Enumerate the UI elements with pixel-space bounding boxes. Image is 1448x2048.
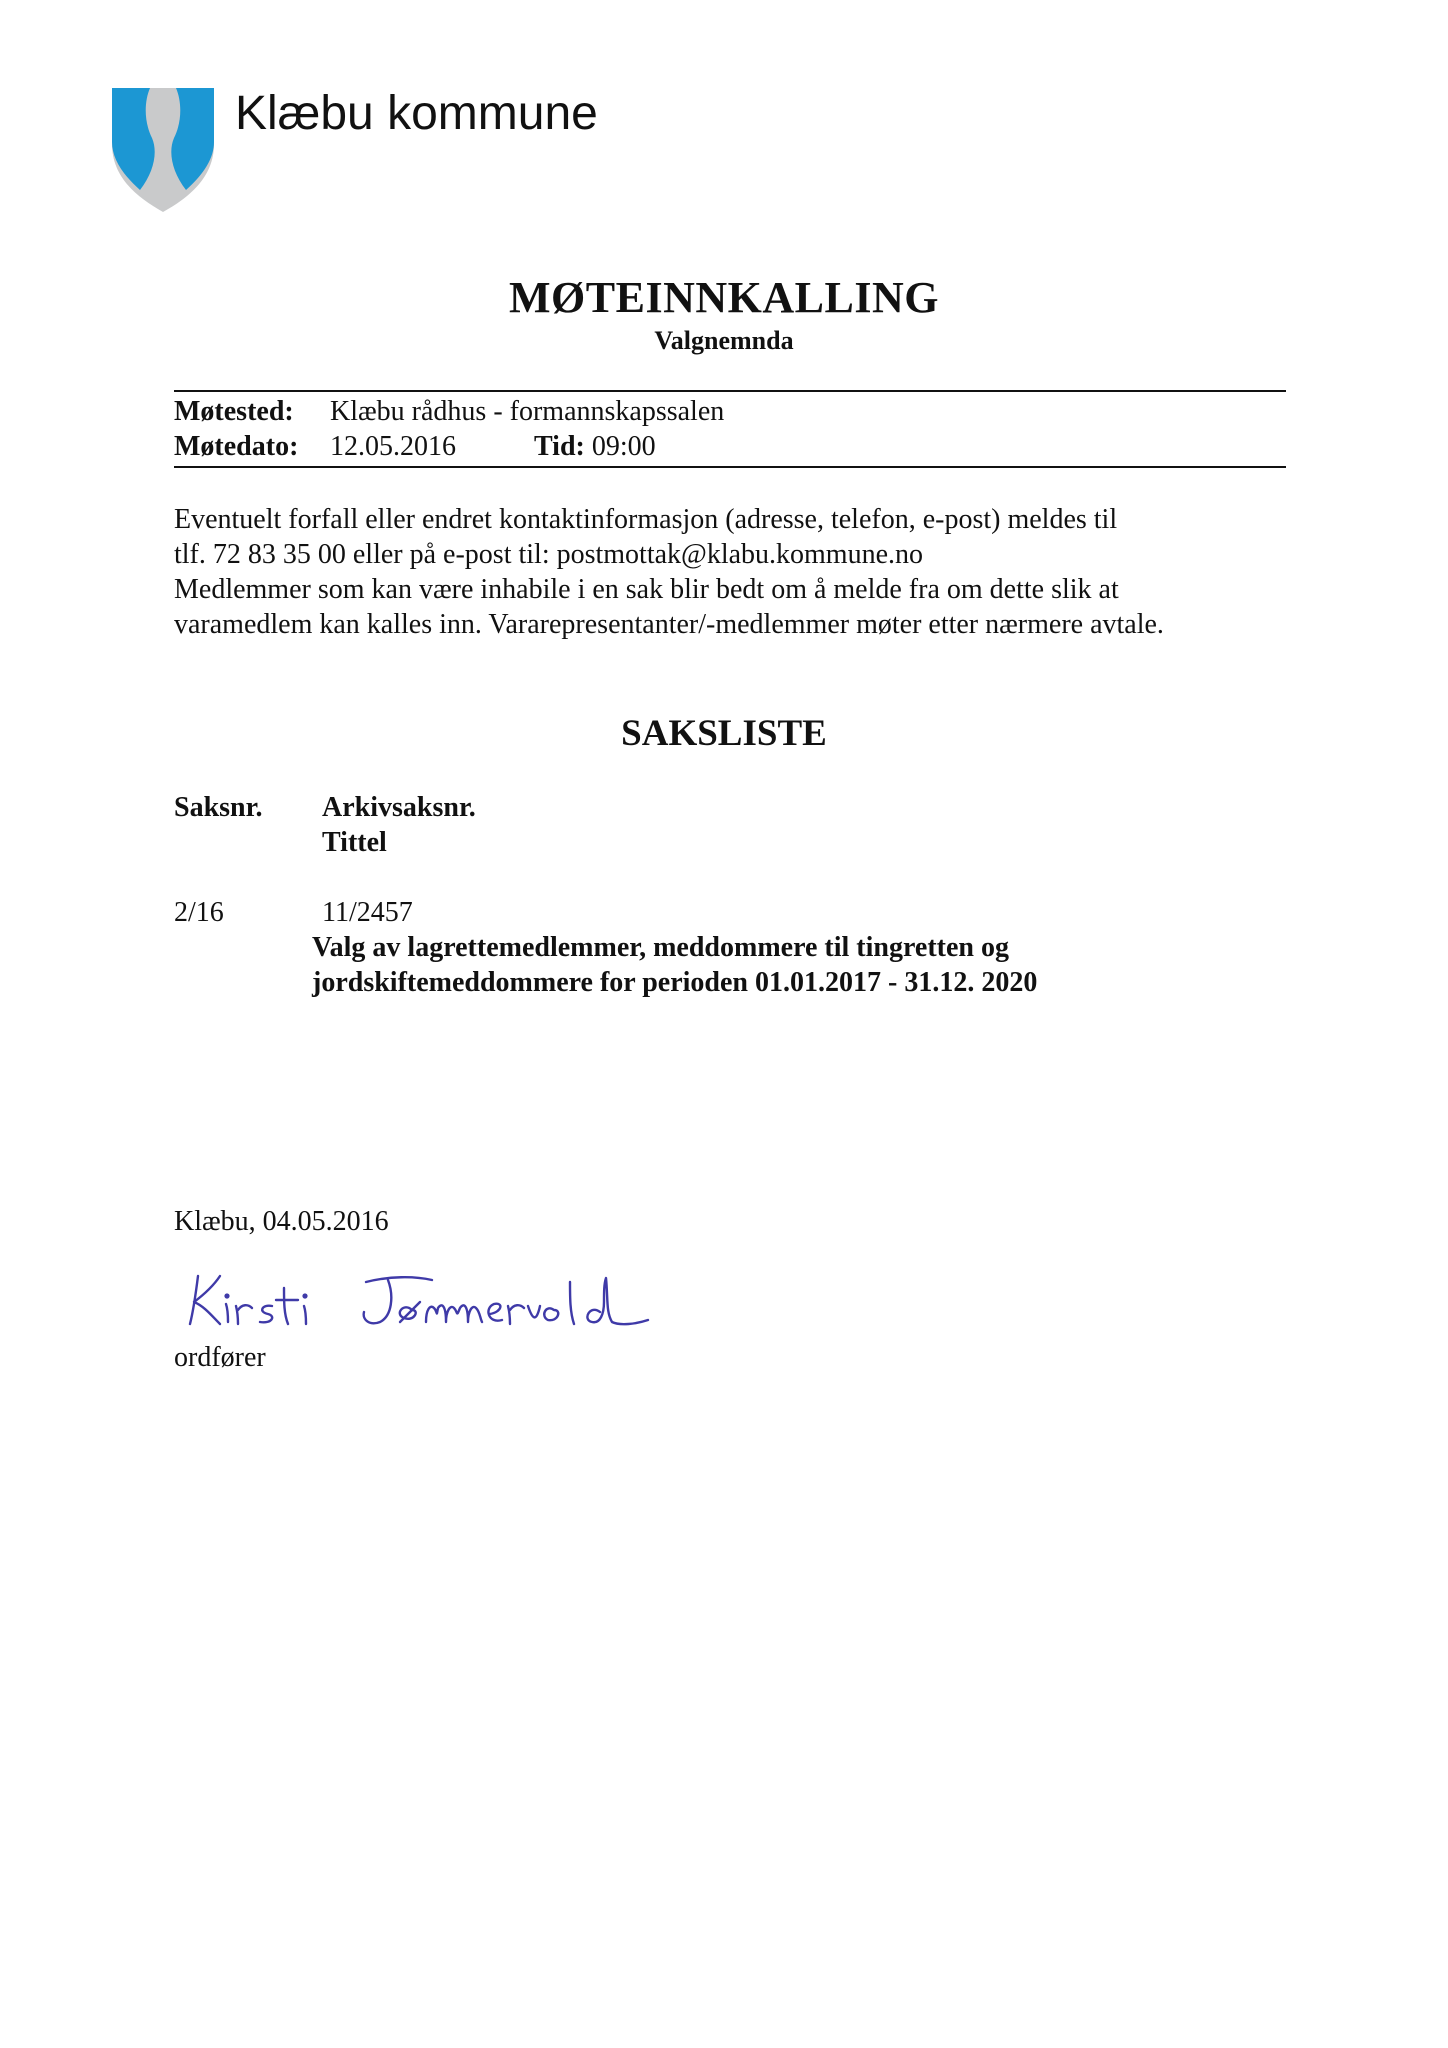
divider-top	[174, 390, 1286, 392]
signer-role: ordfører	[174, 1342, 266, 1373]
agenda-item-title-line: Valg av lagrettemedlemmer, meddommere til tingretten og	[312, 932, 1009, 963]
meeting-date-value: 12.05.2016	[330, 431, 456, 462]
meeting-place-value: Klæbu rådhus - formannskapssalen	[330, 396, 725, 427]
info-paragraph	[174, 502, 1294, 642]
info-line: Medlemmer som kan være inhabile i en sak blir bedt om å melde fra om dette slik at	[174, 574, 1119, 605]
column-header-tittel: Tittel	[322, 827, 387, 858]
info-line: Eventuelt forfall eller endret kontaktinformasjon (adresse, telefon, e-post) meldes til	[174, 504, 1118, 535]
meeting-date-row	[174, 431, 656, 463]
place-date: Klæbu, 04.05.2016	[174, 1206, 389, 1237]
info-line: varamedlem kan kalles inn. Vararepresentanter/-medlemmer møter etter nærmere avtale.	[174, 609, 1164, 640]
column-header-arkivsaksnr: Arkivsaksnr.	[322, 792, 476, 823]
column-header-saksnr: Saksnr.	[174, 792, 263, 823]
organization-name: Klæbu kommune	[235, 87, 598, 140]
coat-of-arms-icon	[110, 86, 216, 214]
divider-bottom	[174, 466, 1286, 468]
handwritten-signature	[180, 1262, 650, 1336]
meeting-time-value: 09:00	[591, 431, 656, 462]
meeting-place-label: Møtested:	[174, 396, 294, 427]
info-line: tlf. 72 83 35 00 eller på e-post til: postmottak@klabu.kommune.no	[174, 539, 924, 570]
meeting-date-label: Møtedato:	[174, 431, 299, 462]
agenda-heading: SAKSLISTE	[621, 713, 827, 754]
committee-name: Valgnemnda	[654, 326, 794, 355]
agenda-item-title-line: jordskiftemeddommere for perioden 01.01.2017 - 31.12. 2020	[312, 967, 1038, 998]
document-title: MØTEINNKALLING	[509, 273, 939, 322]
agenda-item-saksnr: 2/16	[174, 897, 224, 928]
meeting-place-row	[174, 396, 724, 428]
meeting-time-label: Tid:	[534, 431, 585, 462]
agenda-item-title	[312, 930, 1212, 1000]
agenda-item-arkivsaksnr: 11/2457	[322, 897, 413, 928]
